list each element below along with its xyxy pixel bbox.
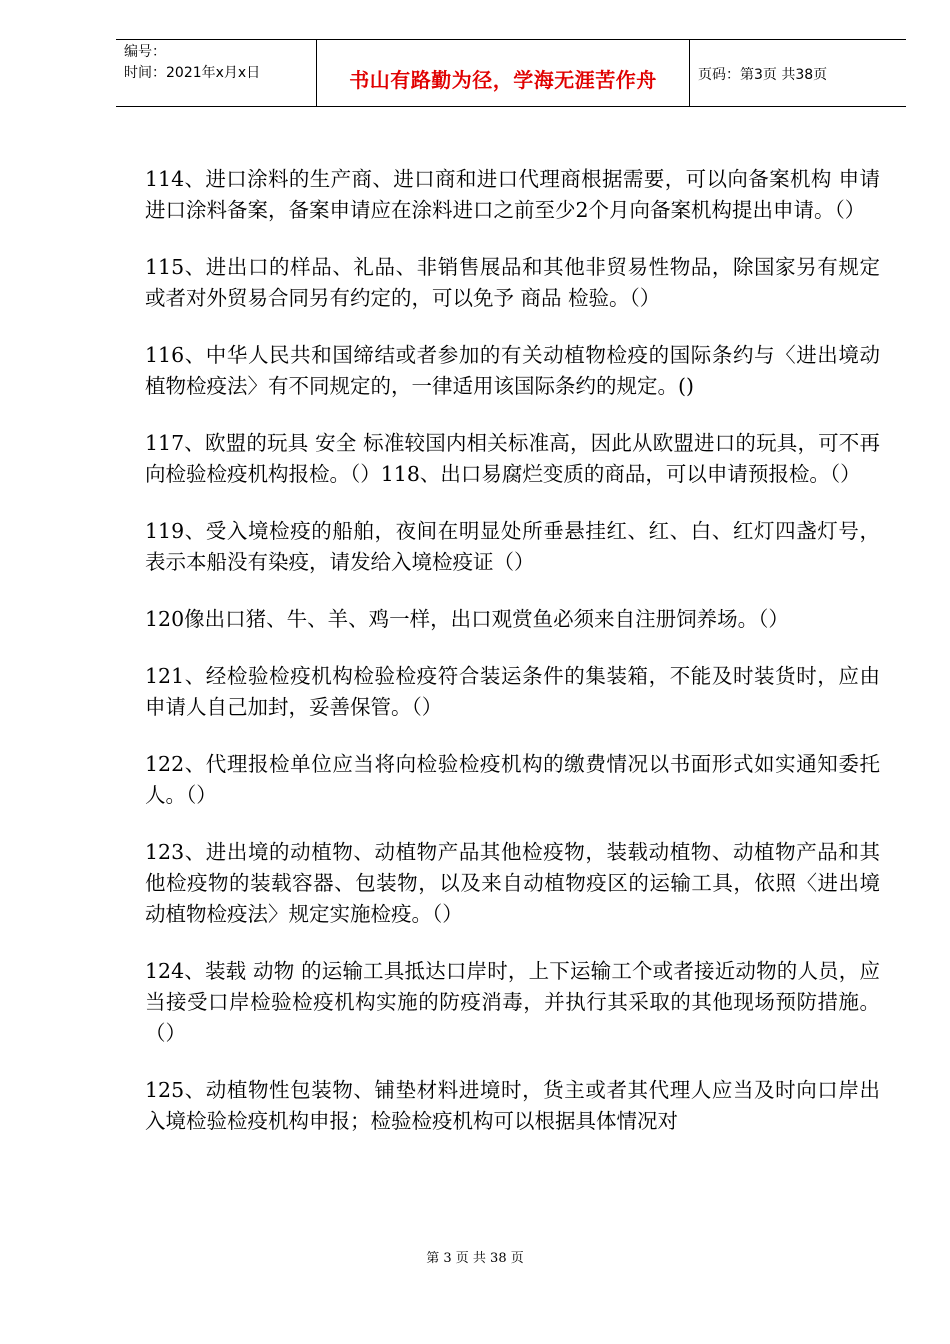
question-121: 121、经检验检疫机构检验检疫符合装运条件的集装箱，不能及时装货时，应由申请人自己加封，妥善保管。（） bbox=[145, 664, 880, 719]
question-117-118: 117、欧盟的玩具 安全 标准较国内相关标准高，因此从欧盟进口的玩具，可不再向检验检疫机构报检。（）118、出口易腐烂变质的商品，可以申请预报检。（） bbox=[145, 431, 880, 486]
question-125: 125、动植物性包装物、铺垫材料进境时，货主或者其代理人应当及时向口岸出入境检验检疫机构申报；检验检疫机构可以根据具体情况对 bbox=[145, 1078, 880, 1133]
page-label: 页码：第3页 共38页 bbox=[698, 67, 828, 83]
question-116: 116、中华人民共和国缔结或者参加的有关动植物检疫的国际条约与〈进出境动植物检疫法〉有不同规定的，一律适用该国际条约的规定。() bbox=[145, 343, 880, 398]
question-list bbox=[145, 164, 880, 1163]
number-label: 编号： bbox=[124, 44, 166, 60]
header-page-cell bbox=[690, 40, 906, 106]
header-info-cell bbox=[116, 40, 316, 106]
question-123: 123、进出境的动植物、动植物产品其他检疫物，装载动植物、动植物产品和其他检疫物的装载容器、包装物，以及来自动植物疫区的运输工具，依照〈进出境动植物检疫法〉规定实施检疫。（） bbox=[145, 840, 880, 926]
page-footer: 第 3 页 共 38 页 bbox=[426, 1251, 524, 1266]
question-120: 120像出口猪、牛、羊、鸡一样，出口观赏鱼必须来自注册饲养场。（） bbox=[145, 607, 789, 631]
motto-text: 书山有路勤为径，学海无涯苦作舟 bbox=[349, 68, 657, 92]
question-114: 114、进口涂料的生产商、进口商和进口代理商根据需要，可以向备案机构 申请 进口涂料备案，备案申请应在涂料进口之前至少2个月向备案机构提出申请。（） bbox=[145, 167, 880, 222]
header-motto-cell bbox=[316, 40, 690, 106]
time-label: 时间：2021年x月x日 bbox=[124, 65, 261, 81]
question-115: 115、进出口的样品、礼品、非销售展品和其他非贸易性物品，除国家另有规定或者对外贸易合同另有约定的，可以免予 商品 检验。（） bbox=[145, 255, 880, 310]
question-122: 122、代理报检单位应当将向检验检疫机构的缴费情况以书面形式如实通知委托人。（） bbox=[145, 752, 880, 807]
question-119: 119、受入境检疫的船舶，夜间在明显处所垂悬挂红、红、白、红灯四盏灯号，表示本船没有染疫，请发给入境检疫证（） bbox=[145, 519, 880, 574]
header-table bbox=[116, 39, 906, 107]
question-124: 124、装载 动物 的运输工具抵达口岸时，上下运输工个或者接近动物的人员，应当接受口岸检验检疫机构实施的防疫消毒，并执行其采取的其他现场预防措施。（） bbox=[145, 959, 880, 1045]
